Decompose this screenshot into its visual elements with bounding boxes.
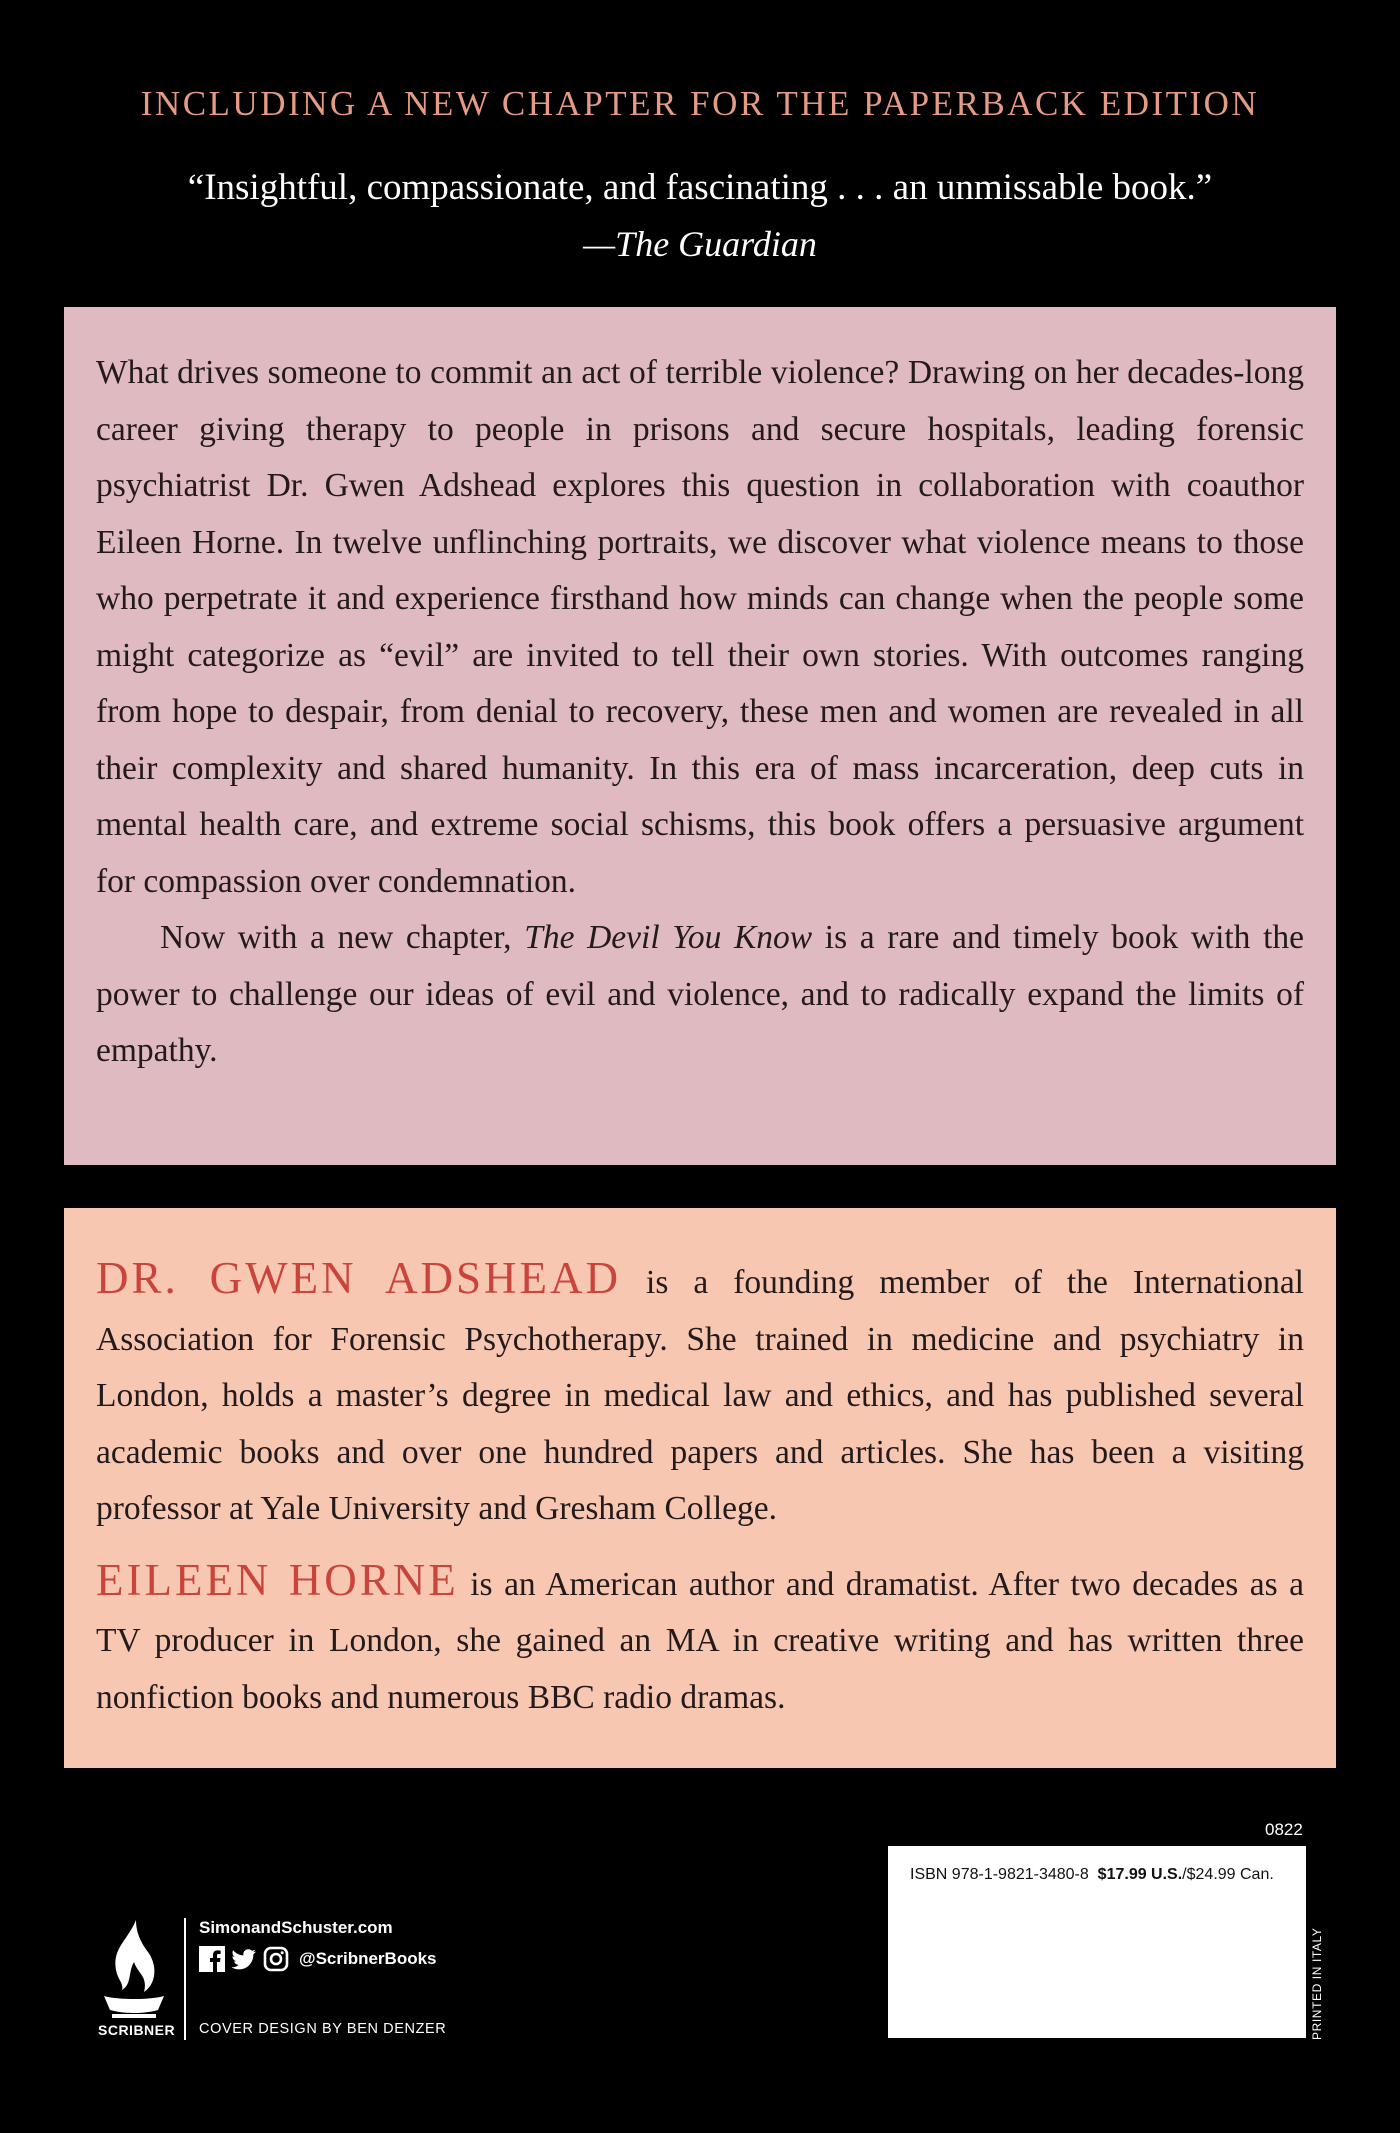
- price-can: /$24.99 Can.: [1182, 1866, 1274, 1883]
- printed-in: PRINTED IN ITALY: [1310, 1927, 1324, 2040]
- flame-logo-icon: [98, 1918, 170, 2028]
- isbn-number: ISBN 978-1-9821-3480-8: [910, 1866, 1089, 1883]
- paragraph-2-intro: Now with a new chapter,: [160, 919, 525, 956]
- author-bio-panel: [64, 1208, 1336, 1768]
- author-bio-2: [96, 1552, 1304, 1727]
- quote-source: —The Guardian: [583, 224, 817, 264]
- print-code: 0822: [1265, 1820, 1303, 1839]
- tagline: INCLUDING A NEW CHAPTER FOR THE PAPERBACK EDITION: [140, 84, 1260, 123]
- publisher-name: SCRIBNER: [98, 2022, 176, 2038]
- review-quote: [0, 160, 1400, 272]
- quote-text: “Insightful, compassionate, and fascinating . . . an unmissable book.”: [187, 167, 1213, 208]
- paragraph-2-rest: is a rare and timely book with the power to challenge our ideas of evil and violence, and to radically expand the limits of empathy.: [96, 919, 1304, 1069]
- footer-divider: [184, 1918, 186, 2040]
- author-2-text: is an American author and dramatist. After two decades as a TV producer in London, she gained an MA in creative writing and has written three nonfiction books and numerous BBC radio dramas.: [96, 1565, 1304, 1716]
- description-paragraph-1: What drives someone to commit an act of terrible violence? Drawing on her decades-long career giving therapy to people in prisons and secure hospitals, leading forensic psychiatrist Dr. Gwen Adshead explores this question in collaboration with coauthor Eileen Horne. In twelve unflinching portraits, we discover what violence means to those who perpetrate it and experience firsthand how minds can change when the people some might categorize as “evil” are invited to tell their own stories. With outcomes ranging from hope to despair, from denial to recovery, these men and women are revealed in all their complexity and shared humanity. In this era of mass incarceration, deep cuts in mental health care, and extreme social schisms, this book offers a persuasive argument for compassion over condemnation.: [96, 354, 1304, 900]
- price-us: $17.99 U.S.: [1097, 1866, 1183, 1883]
- social-links: [199, 1946, 437, 1972]
- social-handle: @ScribnerBooks: [299, 1949, 437, 1968]
- description-paragraph-2: [96, 910, 1304, 1080]
- author-1-text: is a founding member of the International Association for Forensic Psychotherapy. She trained in medicine and psychiatry in London, holds a master’s degree in medical law and ethics, and has published several academic books and over one hundred papers and articles. She has been a visiting professor at Yale University and Gresham College.: [96, 1264, 1304, 1527]
- instagram-icon: [263, 1946, 289, 1972]
- description-panel: [64, 307, 1336, 1165]
- author-bio-1: [96, 1250, 1304, 1538]
- book-title: The Devil You Know: [524, 919, 813, 956]
- facebook-icon: [199, 1946, 225, 1972]
- author-1-name: DR. GWEN ADSHEAD: [96, 1253, 622, 1303]
- barcode-box: [888, 1846, 1306, 2038]
- isbn-line: [910, 1866, 1274, 1884]
- author-2-name: EILEEN HORNE: [96, 1554, 459, 1605]
- publisher-info: [199, 1918, 437, 1972]
- publisher-website: SimonandSchuster.com: [199, 1918, 393, 1937]
- twitter-icon: [231, 1946, 257, 1972]
- cover-design-credit: COVER DESIGN BY BEN DENZER: [199, 2021, 447, 2037]
